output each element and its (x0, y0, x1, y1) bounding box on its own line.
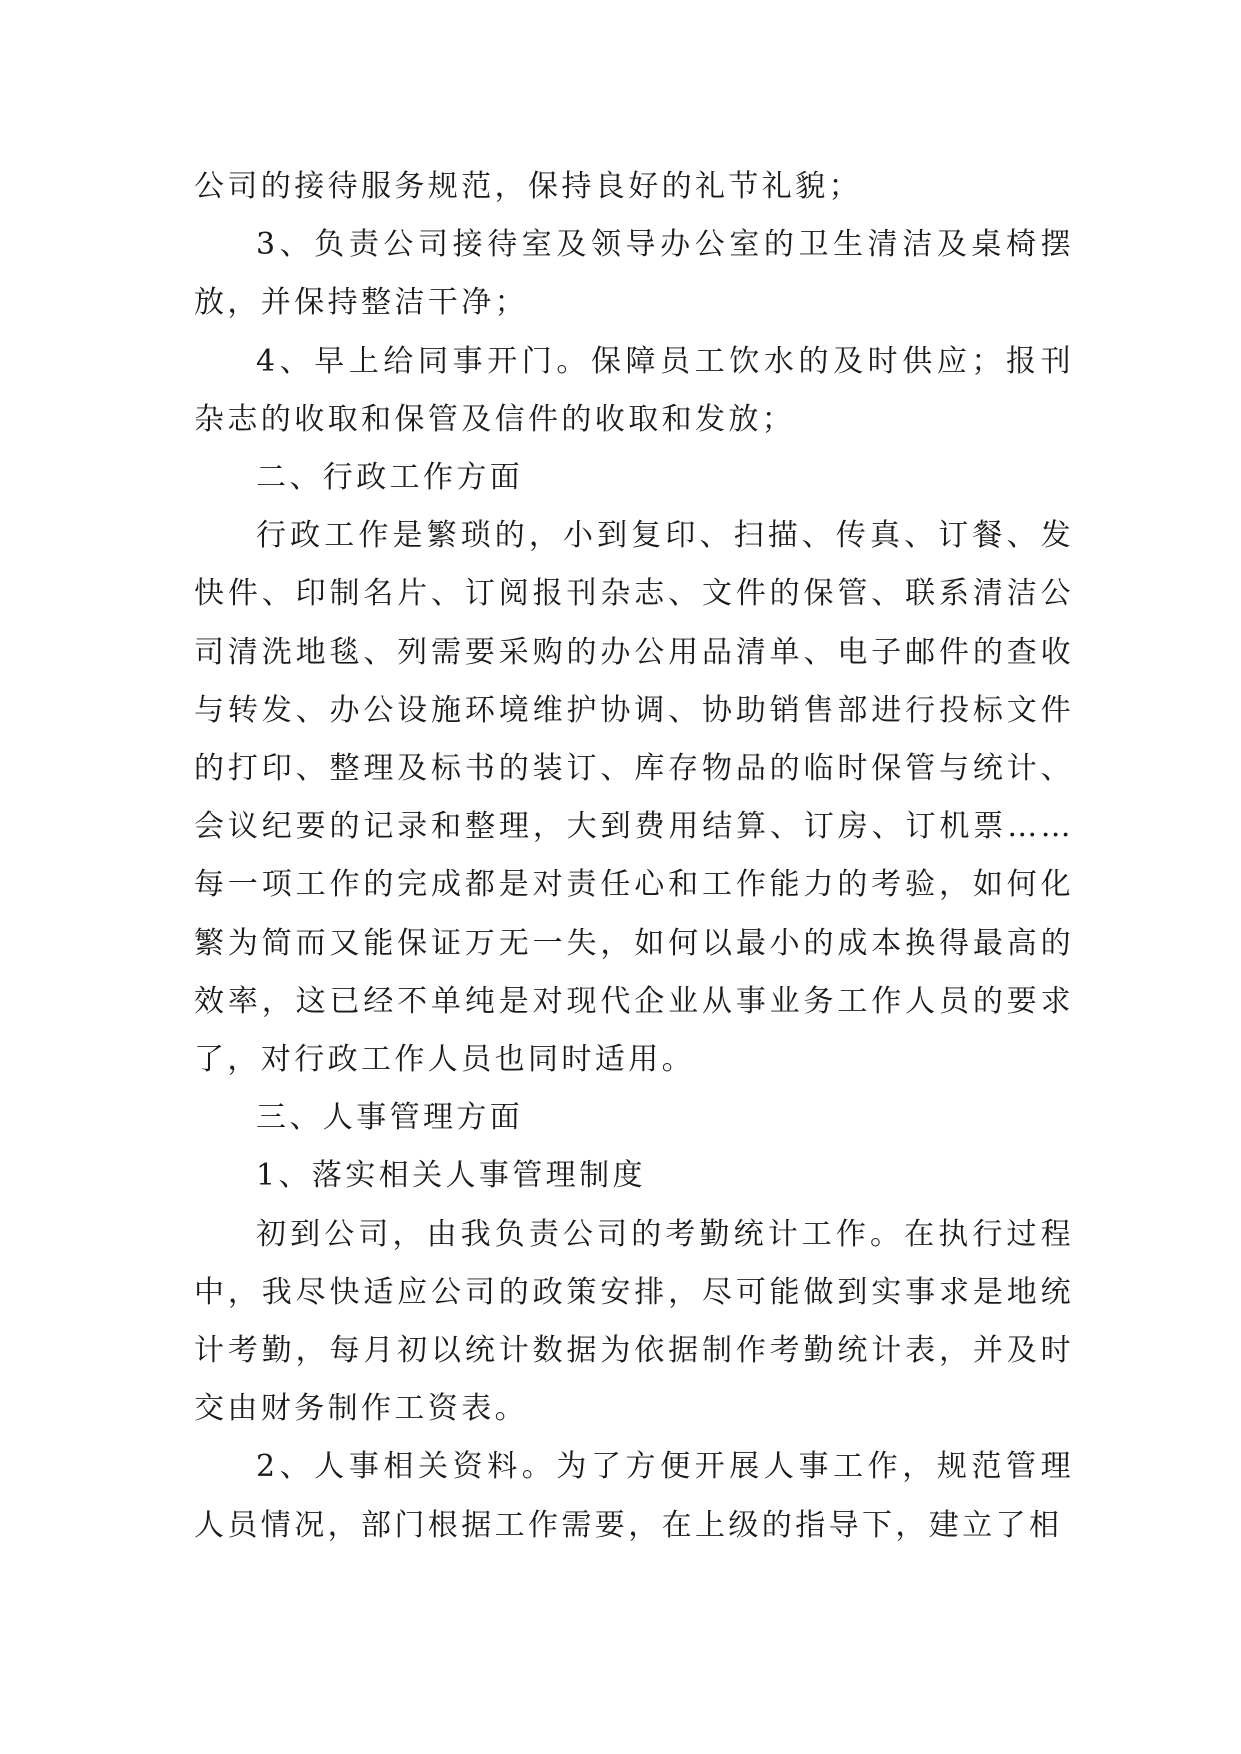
paragraph-item-4-mail: 4、早上给同事开门。保障员工饮水的及时供应；报刊杂志的收取和保管及信件的收取和发放； (194, 343, 1074, 437)
paragraph-hr-records: 2、人事相关资料。为了方便开展人事工作，规范管理人员情况，部门根据工作需要，在上级的指导下，建立了相 (194, 1449, 1074, 1543)
section-heading-admin-work: 二、行政工作方面 (256, 460, 524, 496)
body-text (194, 158, 1074, 1555)
paragraph-item-3-cleaning: 3、负责公司接待室及领导办公室的卫生清洁及桌椅摆放，并保持整洁干净； (194, 227, 1074, 321)
paragraph-attendance-stats: 初到公司，由我负责公司的考勤统计工作。在执行过程中，我尽快适应公司的政策安排，尽可能做到实事求是地统计考勤，每月初以统计数据为依据制作考勤统计表，并及时交由财务制作工资表。 (194, 1216, 1074, 1427)
subheading-hr-policy: 1、落实相关人事管理制度 (256, 1158, 646, 1194)
paragraph-admin-work-details: 行政工作是繁琐的，小到复印、扫描、传真、订餐、发快件、印制名片、订阅报刊杂志、文件的保管、联系清洁公司清洗地毯、列需要采购的办公用品清单、电子邮件的查收与转发、办公设施环境维护协调、协助销售部进行投标文件的打印、整理及标书的装订、库存物品的临时保管与统计、会议纪要的记录和整理，大到费用结算、订房、订机票……每一项工作的完成都是对责任心和工作能力的考验，如何化繁为简而又能保证万无一失，如何以最小的成本换得最高的效率，这已经不单纯是对现代企业从事业务工作人员的要求了，对行政工作人员也同时适用。 (194, 518, 1074, 1078)
paragraph-reception-etiquette: 公司的接待服务规范，保持良好的礼节礼貌； (194, 169, 862, 204)
section-heading-hr-management: 三、人事管理方面 (256, 1100, 524, 1136)
